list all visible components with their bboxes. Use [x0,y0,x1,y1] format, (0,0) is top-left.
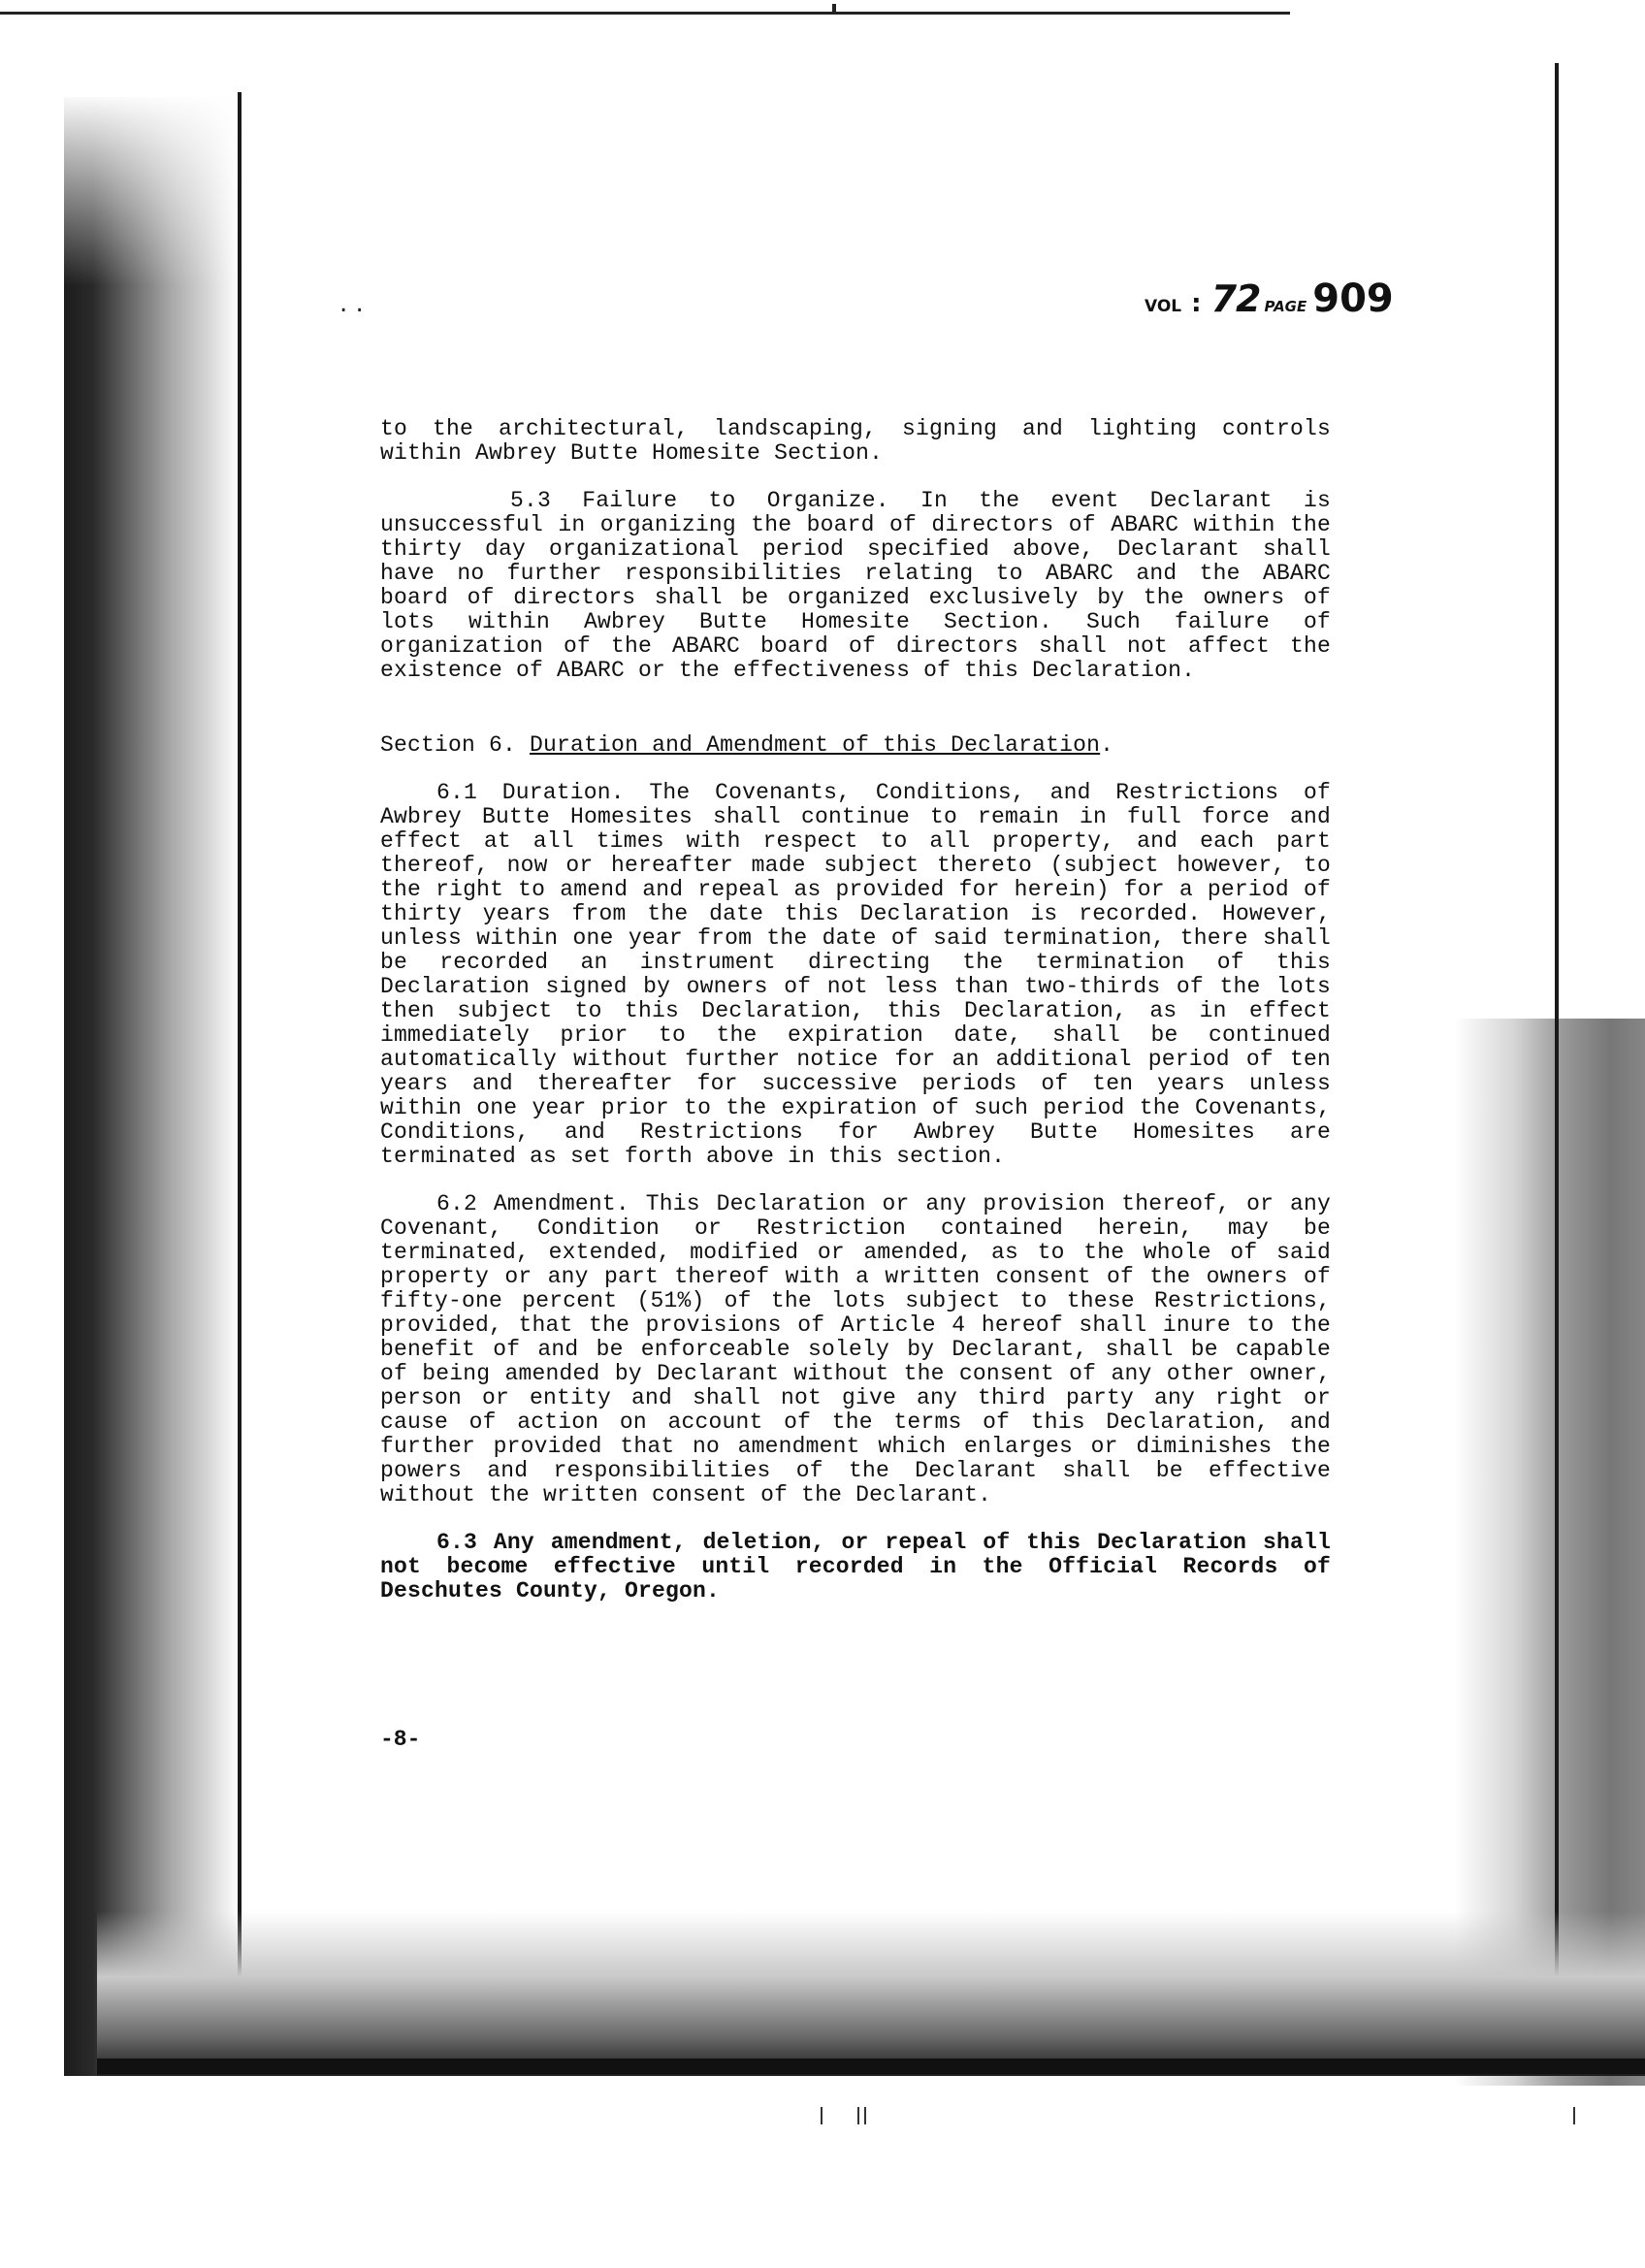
vol-label: VOL [1145,297,1182,316]
left-scan-shadow-fade [64,92,239,286]
section-6-label: Section 6. [380,732,517,758]
volume-page-reference [1145,276,1394,321]
page-label: PAGE [1264,298,1307,315]
vol-separator: : [1191,289,1202,318]
footer-tick-mark [864,2107,866,2124]
section-6-2-paragraph: 6.2 Amendment. This Declaration or any provision thereof, or any Covenant, Condition or Restriction contained herein, may be terminated, extended, modified or amended, as to the whole of said property or any part thereof with a written consent of the owners of fifty-one percent (51%) of the lots subject to these Restrictions, provided, that the provisions of Article 4 hereof shall inure to the benefit of and be enforceable solely by Declarant, shall be capable of being amended by Declarant without the consent of any other owner, person or entity and shall not give any third party any right or cause of action on account of the terms of this Declaration, and further provided that no amendment which enlarges or diminishes the powers and responsibilities of the Declarant shall be effective without the written consent of the Declarant. [380,1191,1331,1507]
section-6-1-paragraph: 6.1 Duration. The Covenants, Conditions, and Restrictions of Awbrey Butte Homesites shall continue to remain in full force and effect at all times with respect to all property, and each part thereof, now or hereafter made subject thereto (subject however, to the right to amend and repeal as provided for herein) for a period of thirty years from the date this Declaration is recorded. However, unless within one year from the date of said termination, there shall be recorded an instrument directing the termination of this Declaration signed by owners of not less than two-thirds of the lots then subject to this Declaration, this Declaration, as in effect immediately prior to the expiration date, shall be continued automatically without further notice for an additional period of ten years and thereafter for successive periods of ten years unless within one year prior to the expiration of such period the Covenants, Conditions, and Restrictions for Awbrey Butte Homesites are terminated as set forth above in this section. [380,780,1331,1169]
vol-number: 72 [1210,277,1261,320]
bottom-scan-shadow [97,1911,1645,2076]
left-page-edge [238,92,242,2071]
footer-tick-mark [821,2107,822,2124]
section-5-3-paragraph: 5.3 Failure to Organize. In the event Declarant is unsuccessful in organizing the board of directors of ABARC within the thirty day organizational period specified above, Declarant shall have no further responsibilities relating to ABARC and the ABARC board of directors shall be organized exclusively by the owners of lots within Awbrey Butte Homesite Section. Such failure of organization of the ABARC board of directors shall not affect the existence of ABARC or the effectiveness of this Declaration. [380,488,1331,683]
page-reference-number: 909 [1312,276,1394,321]
footer-tick-mark [857,2107,859,2124]
top-scan-tick [832,4,836,14]
footer-tick-mark [1573,2107,1575,2124]
document-body [380,417,1331,1604]
continuation-paragraph: to the architectural, landscaping, signing and lighting controls within Awbrey Butte Homesite Section. [380,416,1331,466]
page-number: -8- [380,1727,421,1752]
top-scan-rule [0,12,1290,15]
bottom-scan-edge [97,2058,1645,2074]
section-6-heading [380,733,1331,758]
left-scan-shadow [64,97,239,2076]
right-page-edge [1555,63,1559,2052]
stray-marks: . . [339,289,364,318]
section-6-period: . [1100,732,1114,758]
section-6-title: Duration and Amendment of this Declaration [530,732,1101,758]
section-6-3-paragraph: 6.3 Any amendment, deletion, or repeal of this Declaration shall not become effective until recorded in the Official Records of Deschutes County, Oregon. [380,1530,1331,1604]
